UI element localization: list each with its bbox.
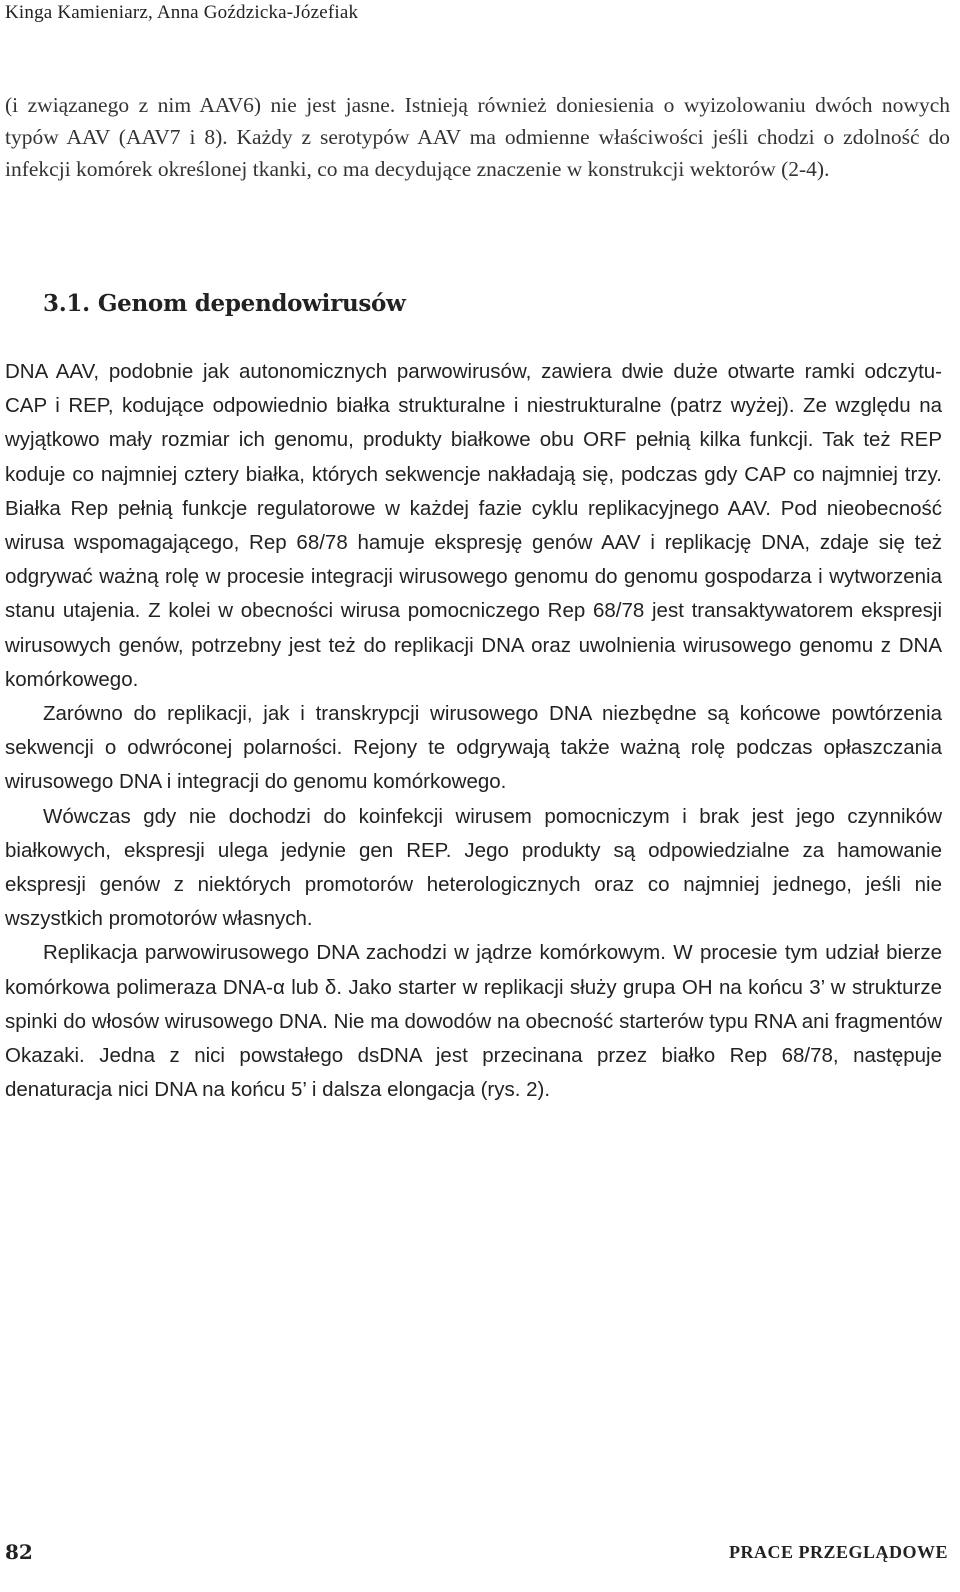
body-paragraph: DNA AAV, podobnie jak autonomicznych parwowirusów, zawiera dwie duże otwarte ramki odczytu- CAP i REP, kodujące odpowiednio białka strukturalne i niestrukturalne (patrz wyżej). Ze względu na wyjątkowo mały rozmiar ich genomu, produkty białkowe obu ORF pełnią kilka funkcji. Tak też REP koduje co najmniej cztery białka, których sekwencje nakładają się, podczas gdy CAP co najmniej trzy. Białka Rep pełnią funkcje regulatorowe w każdej fazie cyklu replikacyjnego AAV. Pod nieobecność wirusa wspomagającego, Rep 68/78 hamuje ekspresję genów AAV i replikację DNA, zdaje się też odgrywać ważną rolę w procesie integracji wirusowego genomu do genomu gospodarza i wytworzenia stanu utajenia. Z kolei w obecności wirusa pomocniczego Rep 68/78 jest transaktywatorem ekspresji wirusowych genów, potrzebny jest też do replikacji DNA oraz uwolnienia wirusowego genomu z DNA komórkowego. bbox=[5, 360, 942, 691]
body-paragraph: Replikacja parwowirusowego DNA zachodzi w jądrze komórkowym. W procesie tym udział bierze komórkowa polimeraza DNA-α lub δ. Jako starter w replikacji służy grupa OH na końcu 3’ w strukturze spinki do włosów wirusowego DNA. Nie ma dowodów na obecność starterów typu RNA ani fragmentów Okazaki. Jedna z nici powstałego dsDNA jest przecinana przez białko Rep 68/78, następuje denaturacja nici DNA na końcu 5’ i dalsza elongacja (rys. 2). bbox=[5, 941, 942, 1102]
running-head-authors: Kinga Kamieniarz, Anna Goździcka-Józefiak bbox=[5, 2, 359, 23]
body-paragraph: Zarówno do replikacji, jak i transkrypcji wirusowego DNA niezbędne są końcowe powtórzenia sekwencji o odwróconej polarności. Rejony te odgrywają także ważną rolę podczas opłaszczania wirusowego DNA i integracji do genomu komórkowego. bbox=[5, 702, 942, 794]
journal-section-label: PRACE PRZEGLĄDOWE bbox=[728, 1542, 948, 1562]
page-number: 82 bbox=[5, 1540, 33, 1564]
intro-paragraph: (i związanego z nim AAV6) nie jest jasne. Istnieją również doniesienia o wyizolowaniu dwóch nowych typów AAV (AAV7 i 8). Każdy z serotypów AAV ma odmienne właściwości jeśli chodzi o zdolność do infekcji komórek określonej tkanki, co ma decydujące znaczenie w konstrukcji wektorów (2-4). bbox=[5, 93, 950, 181]
section-title: Genom dependowirusów bbox=[97, 290, 406, 317]
body-paragraph: Wówczas gdy nie dochodzi do koinfekcji wirusem pomocniczym i brak jest jego czynników białkowych, ekspresji ulega jedynie gen REP. Jego produkty są odpowiedzialne za hamowanie ekspresji genów z niektórych promotorów heterologicznych oraz co najmniej jednego, jeśli nie wszystkich promotorów własnych. bbox=[5, 804, 942, 931]
section-heading bbox=[43, 290, 406, 317]
section-body bbox=[5, 355, 942, 1107]
section-number: 3.1. bbox=[43, 290, 90, 317]
